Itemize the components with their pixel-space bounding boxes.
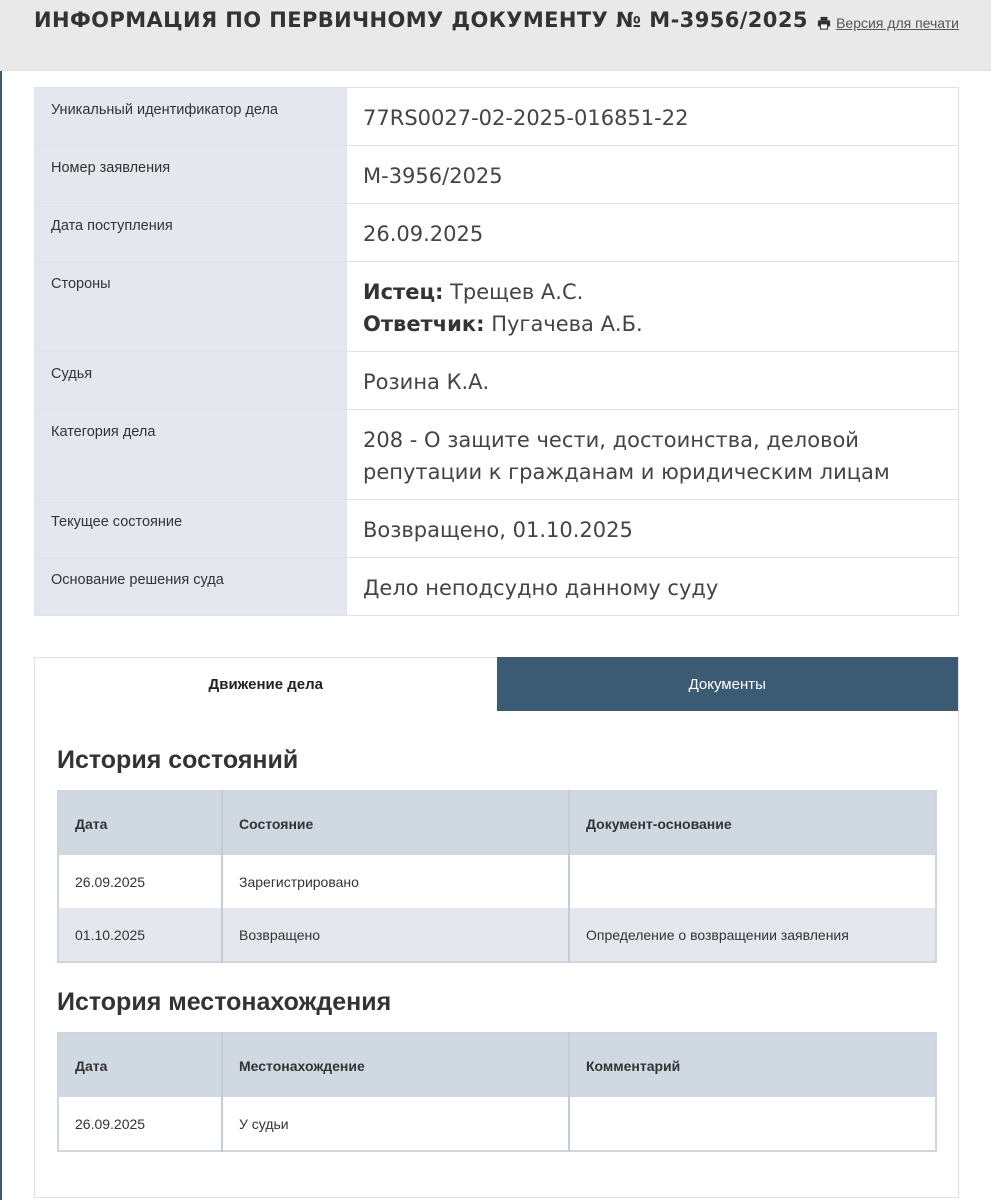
plaintiff-label: Истец: xyxy=(363,280,444,304)
printer-icon xyxy=(817,16,831,30)
column-header: Состояние xyxy=(222,791,569,855)
left-edge-bar xyxy=(0,0,2,1200)
info-value: Розина К.А. xyxy=(347,352,959,410)
info-value: 77RS0027-02-2025-016851-22 xyxy=(347,88,959,146)
info-value: Дело неподсудно данному суду xyxy=(347,558,959,616)
info-row-category xyxy=(35,410,959,500)
print-version-link[interactable] xyxy=(817,15,959,31)
column-header: Местонахождение xyxy=(222,1033,569,1097)
info-value: Возвращено, 01.10.2025 xyxy=(347,500,959,558)
case-info-table xyxy=(34,87,959,616)
table-cell: 01.10.2025 xyxy=(58,908,222,962)
column-header: Дата xyxy=(58,791,222,855)
plaintiff-line xyxy=(363,276,942,308)
info-label: Номер заявления xyxy=(35,146,347,204)
defendant-line xyxy=(363,308,942,340)
info-label: Судья xyxy=(35,352,347,410)
status-history-title: История состояний xyxy=(57,746,299,774)
page-header xyxy=(0,0,991,71)
location-history-table xyxy=(57,1032,937,1152)
defendant-name: Пугачева А.Б. xyxy=(491,312,643,336)
column-header: Документ-основание xyxy=(569,791,936,855)
table-cell xyxy=(569,1097,936,1151)
info-value: 26.09.2025 xyxy=(347,204,959,262)
info-label: Уникальный идентификатор дела xyxy=(35,88,347,146)
info-row-application-number xyxy=(35,146,959,204)
info-row-status xyxy=(35,500,959,558)
defendant-label: Ответчик: xyxy=(363,312,485,336)
table-header-row xyxy=(58,1033,936,1097)
table-cell: У судьи xyxy=(222,1097,569,1151)
info-label: Основание решения суда xyxy=(35,558,347,616)
info-row-case-id xyxy=(35,88,959,146)
table-cell: 26.09.2025 xyxy=(58,1097,222,1151)
info-row-parties xyxy=(35,262,959,352)
info-row-decision-basis xyxy=(35,558,959,616)
case-tabs-panel xyxy=(34,657,959,1198)
table-cell: 26.09.2025 xyxy=(58,855,222,908)
info-row-judge xyxy=(35,352,959,410)
column-header: Дата xyxy=(58,1033,222,1097)
info-label: Дата поступления xyxy=(35,204,347,262)
info-label: Текущее состояние xyxy=(35,500,347,558)
tab-documents[interactable]: Документы xyxy=(497,657,959,711)
status-history-table xyxy=(57,790,937,963)
info-value: 208 - О защите чести, достоинства, деловой репутации к гражданам и юридическим лицам xyxy=(347,410,959,500)
location-history-title: История местонахождения xyxy=(57,988,392,1016)
page-title: ИНФОРМАЦИЯ ПО ПЕРВИЧНОМУ ДОКУМЕНТУ № М-3956/2025 xyxy=(34,8,808,32)
info-row-receipt-date xyxy=(35,204,959,262)
column-header: Комментарий xyxy=(569,1033,936,1097)
tab-case-movement[interactable]: Движение дела xyxy=(35,657,497,711)
table-cell: Определение о возвращении заявления xyxy=(569,908,936,962)
table-cell: Возвращено xyxy=(222,908,569,962)
table-row xyxy=(58,855,936,908)
info-label: Категория дела xyxy=(35,410,347,500)
tab-bar xyxy=(35,657,958,711)
table-row xyxy=(58,1097,936,1151)
table-cell: Зарегистрировано xyxy=(222,855,569,908)
plaintiff-name: Трещев А.С. xyxy=(450,280,584,304)
table-cell xyxy=(569,855,936,908)
info-label: Стороны xyxy=(35,262,347,352)
table-header-row xyxy=(58,791,936,855)
print-version-label[interactable]: Версия для печати xyxy=(836,15,959,31)
info-value-parties xyxy=(347,262,959,352)
info-value: М-3956/2025 xyxy=(347,146,959,204)
table-row xyxy=(58,908,936,962)
